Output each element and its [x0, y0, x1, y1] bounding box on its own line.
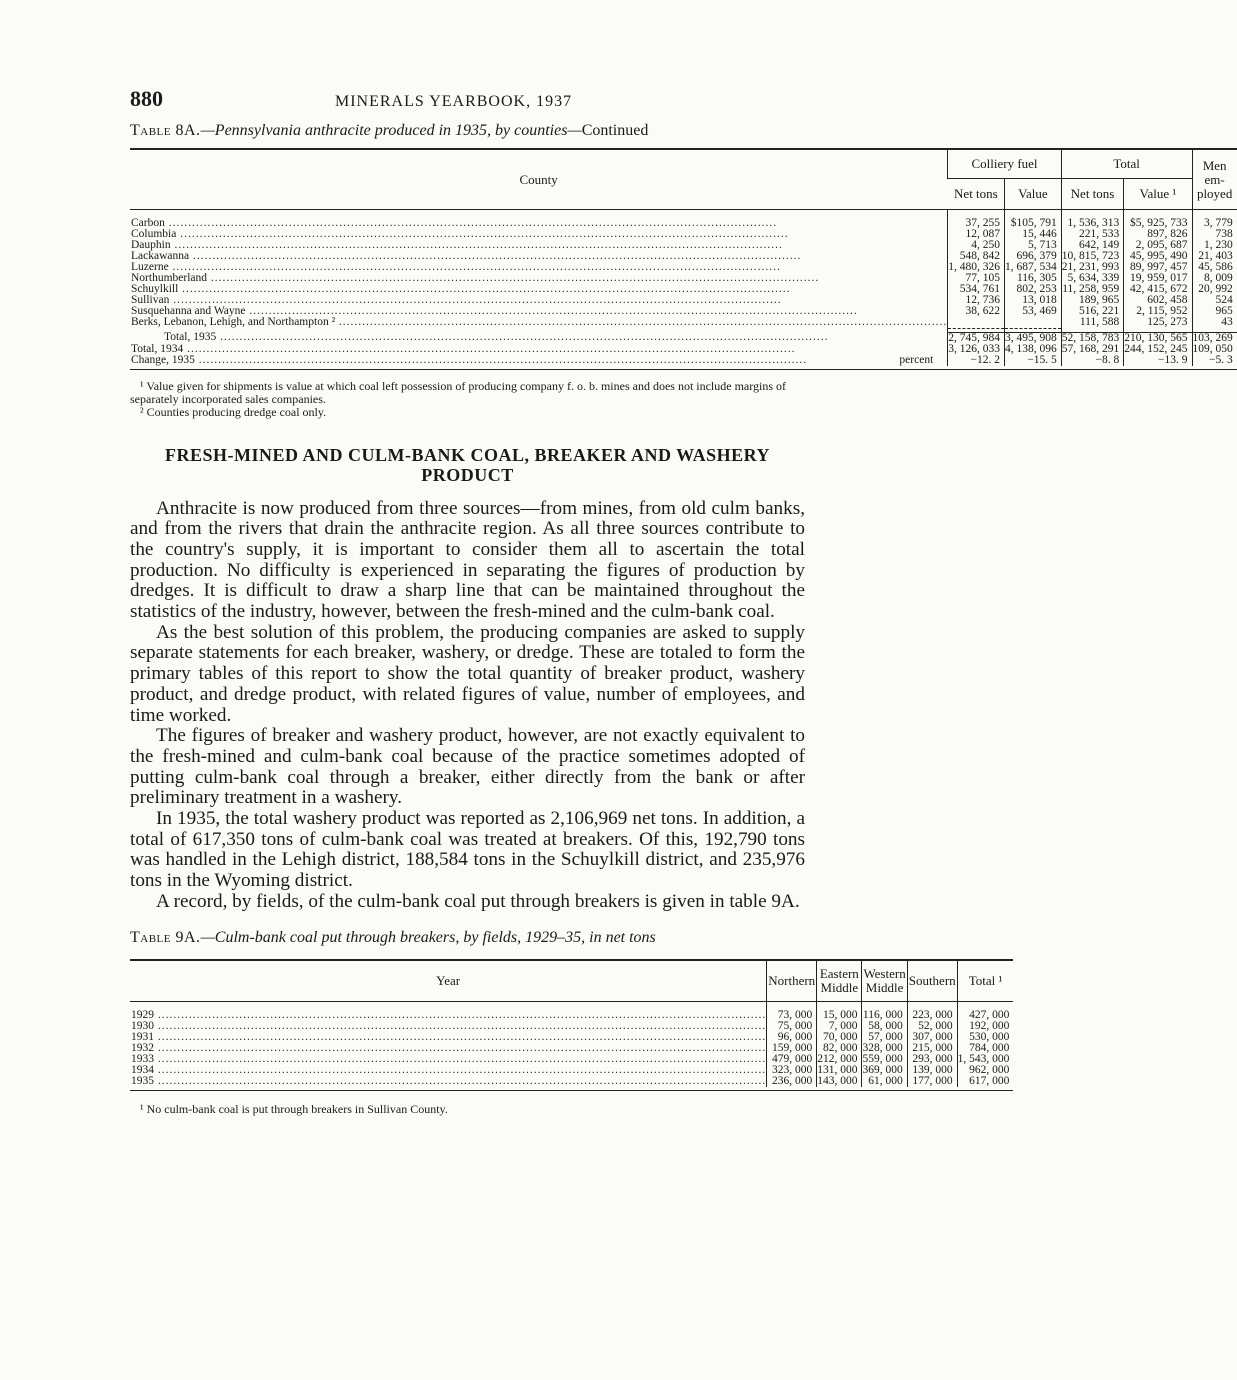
county-name: Luzerne .....	[131, 261, 781, 273]
total-tons: 189, 965	[1061, 295, 1124, 306]
men-employed: 524	[1192, 295, 1237, 306]
header-northern: Northern	[767, 960, 817, 1002]
northern-value: 323, 000	[767, 1065, 817, 1076]
year: 1932 .....	[131, 1042, 766, 1054]
men-employed: 3, 779	[1192, 218, 1237, 229]
western-value: 61, 000	[862, 1076, 907, 1087]
total-value: 42, 415, 672	[1124, 284, 1192, 295]
total-tons: 10, 815, 723	[1061, 251, 1124, 262]
northern-value: 73, 000	[767, 1010, 817, 1021]
northern-value: 75, 000	[767, 1021, 817, 1032]
total-tons: −8. 8	[1061, 355, 1124, 366]
cf-value: −15. 5	[1005, 355, 1062, 366]
county-name: Dauphin .....	[131, 239, 783, 251]
southern-value: 177, 000	[907, 1076, 957, 1087]
southern-value: 293, 000	[907, 1054, 957, 1065]
total-value: 125, 273	[1124, 317, 1192, 328]
county-name: Lackawanna .....	[131, 250, 801, 262]
table9-caption	[130, 929, 805, 947]
header-total: Total ¹	[957, 960, 1013, 1002]
eastern-value: 131, 000	[817, 1065, 862, 1076]
cf-tons: 38, 622	[948, 306, 1005, 317]
paragraph: A record, by fields, of the culm-bank coal put through breakers is given in table 9A.	[156, 890, 800, 912]
total-value: −13. 9	[1124, 355, 1192, 366]
total-tons: 11, 258, 959	[1061, 284, 1124, 295]
men-employed: 109, 050	[1192, 344, 1237, 355]
year: 1930 .....	[131, 1020, 766, 1032]
cf-value	[1005, 317, 1062, 328]
cf-tons: 3, 126, 033	[948, 344, 1005, 355]
change-label: Change, 1935 .....	[131, 354, 807, 366]
county-name: Schuylkill .....	[131, 283, 791, 295]
county-name: Carbon .....	[131, 217, 777, 229]
eastern-value: 82, 000	[817, 1043, 862, 1054]
total-value: 19, 959, 017	[1124, 273, 1192, 284]
total-value: 210, 130, 565	[1124, 332, 1192, 344]
men-employed: 45, 586	[1192, 262, 1237, 273]
change-row	[130, 355, 1237, 366]
header-southern: Southern	[907, 960, 957, 1002]
section-heading: FRESH-MINED AND CULM-BANK COAL, BREAKER AND WASHERY PRODUCT	[164, 444, 771, 485]
page-number: 880	[130, 86, 163, 111]
western-value: 57, 000	[862, 1032, 907, 1043]
cf-value: 13, 018	[1005, 295, 1062, 306]
cf-tons: 77, 105	[948, 273, 1005, 284]
cf-value: 15, 446	[1005, 229, 1062, 240]
western-value: 58, 000	[862, 1021, 907, 1032]
eastern-value: 143, 000	[817, 1076, 862, 1087]
eastern-value: 7, 000	[817, 1021, 862, 1032]
footnote: ² Counties producing dredge coal only.	[140, 404, 327, 419]
header-western-middle: Western Middle	[862, 960, 907, 1002]
header-colliery-fuel: Colliery fuel	[948, 149, 1062, 179]
eastern-value: 70, 000	[817, 1032, 862, 1043]
eastern-value: 212, 000	[817, 1054, 862, 1065]
northern-value: 96, 000	[767, 1032, 817, 1043]
total-value: 530, 000	[957, 1032, 1013, 1043]
cf-tons: 37, 255	[948, 218, 1005, 229]
total-tons: 52, 158, 783	[1061, 332, 1124, 344]
table8-suffix: Continued	[581, 122, 649, 139]
body-text	[130, 499, 805, 913]
cf-tons: 2, 745, 984	[948, 332, 1005, 344]
header-men-employed: Men em-ployed	[1192, 149, 1237, 210]
table9	[130, 959, 1013, 1091]
southern-value: 215, 000	[907, 1043, 957, 1054]
cf-value: 3, 495, 908	[1005, 332, 1062, 344]
total-value: $5, 925, 733	[1124, 218, 1192, 229]
county-name: Sullivan .....	[131, 294, 782, 306]
total-value: 784, 000	[957, 1043, 1013, 1054]
table-row	[130, 317, 1237, 328]
men-employed: 20, 992	[1192, 284, 1237, 295]
men-employed: 43	[1192, 317, 1237, 328]
table9-title: —Culm-bank coal put through breakers, by fields, 1929–35, in net tons	[200, 928, 656, 946]
total-value: 427, 000	[957, 1010, 1013, 1021]
cf-value: 4, 138, 096	[1005, 344, 1062, 355]
men-employed: 21, 403	[1192, 251, 1237, 262]
total-tons: 516, 221	[1061, 306, 1124, 317]
running-head	[130, 86, 805, 114]
paragraph: As the best solution of this problem, the producing companies are asked to supply separate statements for each breaker, washery, or dredge. These are totaled to form the primary tables of this report to show the total quantity of breaker product, washery product, and dredge product, with related figures of value, number of employees, and time worked.	[130, 621, 805, 726]
county-name: Berks, Lebanon, Lehigh, and Northampton ² .....	[131, 316, 947, 328]
total-value: 617, 000	[957, 1076, 1013, 1087]
total-value: 89, 997, 457	[1124, 262, 1192, 273]
total-1934-label: Total, 1934 .....	[131, 343, 795, 355]
footnote: ¹ Value given for shipments is value at which coal left possession of producing company f. o. b. mines and does not include margins of separately incorporated sales companies.	[130, 378, 787, 406]
cf-value: 696, 379	[1005, 251, 1062, 262]
southern-value: 139, 000	[907, 1065, 957, 1076]
footnote: ¹ No culm-bank coal is put through breakers in Sullivan County.	[140, 1101, 448, 1116]
header-cf-net-tons: Net tons	[948, 179, 1005, 210]
cf-value: $105, 791	[1005, 218, 1062, 229]
eastern-value: 15, 000	[817, 1010, 862, 1021]
southern-value: 223, 000	[907, 1010, 957, 1021]
total-tons: 5, 634, 339	[1061, 273, 1124, 284]
total-value: 244, 152, 245	[1124, 344, 1192, 355]
total-value: 602, 458	[1124, 295, 1192, 306]
header-total-value: Value ¹	[1124, 179, 1192, 210]
men-employed: 1, 230	[1192, 240, 1237, 251]
county-name: Susquehanna and Wayne .....	[131, 305, 858, 317]
year: 1935 .....	[131, 1075, 766, 1087]
western-value: 116, 000	[862, 1010, 907, 1021]
cf-tons: 4, 250	[948, 240, 1005, 251]
total-tons: 221, 533	[1061, 229, 1124, 240]
men-employed: −5. 3	[1192, 355, 1237, 366]
cf-tons	[948, 317, 1005, 328]
northern-value: 159, 000	[767, 1043, 817, 1054]
header-total-net-tons: Net tons	[1061, 179, 1124, 210]
western-value: 369, 000	[862, 1065, 907, 1076]
total-tons: 21, 231, 993	[1061, 262, 1124, 273]
men-employed: 103, 269	[1192, 332, 1237, 344]
cf-value: 1, 687, 534	[1005, 262, 1062, 273]
year: 1933 .....	[131, 1053, 766, 1065]
cf-tons: 534, 761	[948, 284, 1005, 295]
cf-tons: −12. 2	[948, 355, 1005, 366]
total-value: 962, 000	[957, 1065, 1013, 1076]
paragraph: Anthracite is now produced from three sources—from mines, from old culm banks, and from the rivers that drain the anthracite region. As all three sources contribute to the country's supply, it is important to consider them all to ascertain the total production. No difficulty is experienced in separating the figures of production by dredges. It is difficult to draw a sharp line that can be maintained throughout the statistics of the industry, however, between the fresh-mined and the culm-bank coal.	[130, 497, 805, 623]
table-row	[130, 1076, 1013, 1087]
table8	[130, 148, 1237, 370]
header-year: Year	[130, 960, 767, 1002]
total-value: 192, 000	[957, 1021, 1013, 1032]
table8-label: Table 8A.	[130, 122, 201, 139]
southern-value: 52, 000	[907, 1021, 957, 1032]
year: 1929 .....	[131, 1009, 766, 1021]
year: 1931 .....	[131, 1031, 766, 1043]
cf-value: 116, 305	[1005, 273, 1062, 284]
cf-tons: 548, 842	[948, 251, 1005, 262]
total-value: 2, 115, 952	[1124, 306, 1192, 317]
change-suffix: percent	[899, 353, 934, 366]
total-1935-label: Total, 1935 .....	[164, 331, 828, 343]
header-county: County	[130, 149, 948, 210]
total-value: 1, 543, 000	[957, 1054, 1013, 1065]
header-cf-value: Value	[1005, 179, 1062, 210]
header-total: Total	[1061, 149, 1192, 179]
southern-value: 307, 000	[907, 1032, 957, 1043]
men-employed: 965	[1192, 306, 1237, 317]
total-tons: 57, 168, 291	[1061, 344, 1124, 355]
cf-tons: 12, 087	[948, 229, 1005, 240]
county-name: Columbia .....	[131, 228, 789, 240]
total-tons: 1, 536, 313	[1061, 218, 1124, 229]
table9-label: Table 9A.	[130, 928, 201, 946]
page	[130, 86, 1233, 1116]
total-value: 2, 095, 687	[1124, 240, 1192, 251]
total-tons: 111, 588	[1061, 317, 1124, 328]
western-value: 559, 000	[862, 1054, 907, 1065]
table8-title: —Pennsylvania anthracite produced in 1935, by counties—	[200, 122, 582, 139]
cf-value: 802, 253	[1005, 284, 1062, 295]
total-value: 45, 995, 490	[1124, 251, 1192, 262]
header-eastern-middle: Eastern Middle	[817, 960, 862, 1002]
table9-footnote	[130, 1103, 805, 1116]
cf-tons: 12, 736	[948, 295, 1005, 306]
men-employed: 738	[1192, 229, 1237, 240]
northern-value: 236, 000	[767, 1076, 817, 1087]
cf-tons: 1, 480, 326	[948, 262, 1005, 273]
paragraph: In 1935, the total washery product was reported as 2,106,969 net tons. In addition, a total of 617,350 tons of culm-bank coal was treated at breakers. Of this, 192,790 tons was handled in the Lehigh district, 188,584 tons in the Schuylkill district, and 235,976 tons in the Wyoming district.	[130, 808, 805, 892]
total-value: 897, 826	[1124, 229, 1192, 240]
cf-value: 53, 469	[1005, 306, 1062, 317]
western-value: 328, 000	[862, 1043, 907, 1054]
table8-footnotes	[130, 380, 805, 419]
table8-caption	[130, 122, 805, 140]
year: 1934 .....	[131, 1064, 766, 1076]
cf-value: 5, 713	[1005, 240, 1062, 251]
paragraph: The figures of breaker and washery product, however, are not exactly equivalent to the fresh-mined and culm-bank coal because of the practice sometimes adopted of putting culm-bank coal through a breaker, either directly from the bank or after preliminary treatment in a washery.	[130, 725, 805, 809]
county-name: Northumberland .....	[131, 272, 819, 284]
total-tons: 642, 149	[1061, 240, 1124, 251]
northern-value: 479, 000	[767, 1054, 817, 1065]
running-title: MINERALS YEARBOOK, 1937	[335, 93, 573, 110]
men-employed: 8, 009	[1192, 273, 1237, 284]
